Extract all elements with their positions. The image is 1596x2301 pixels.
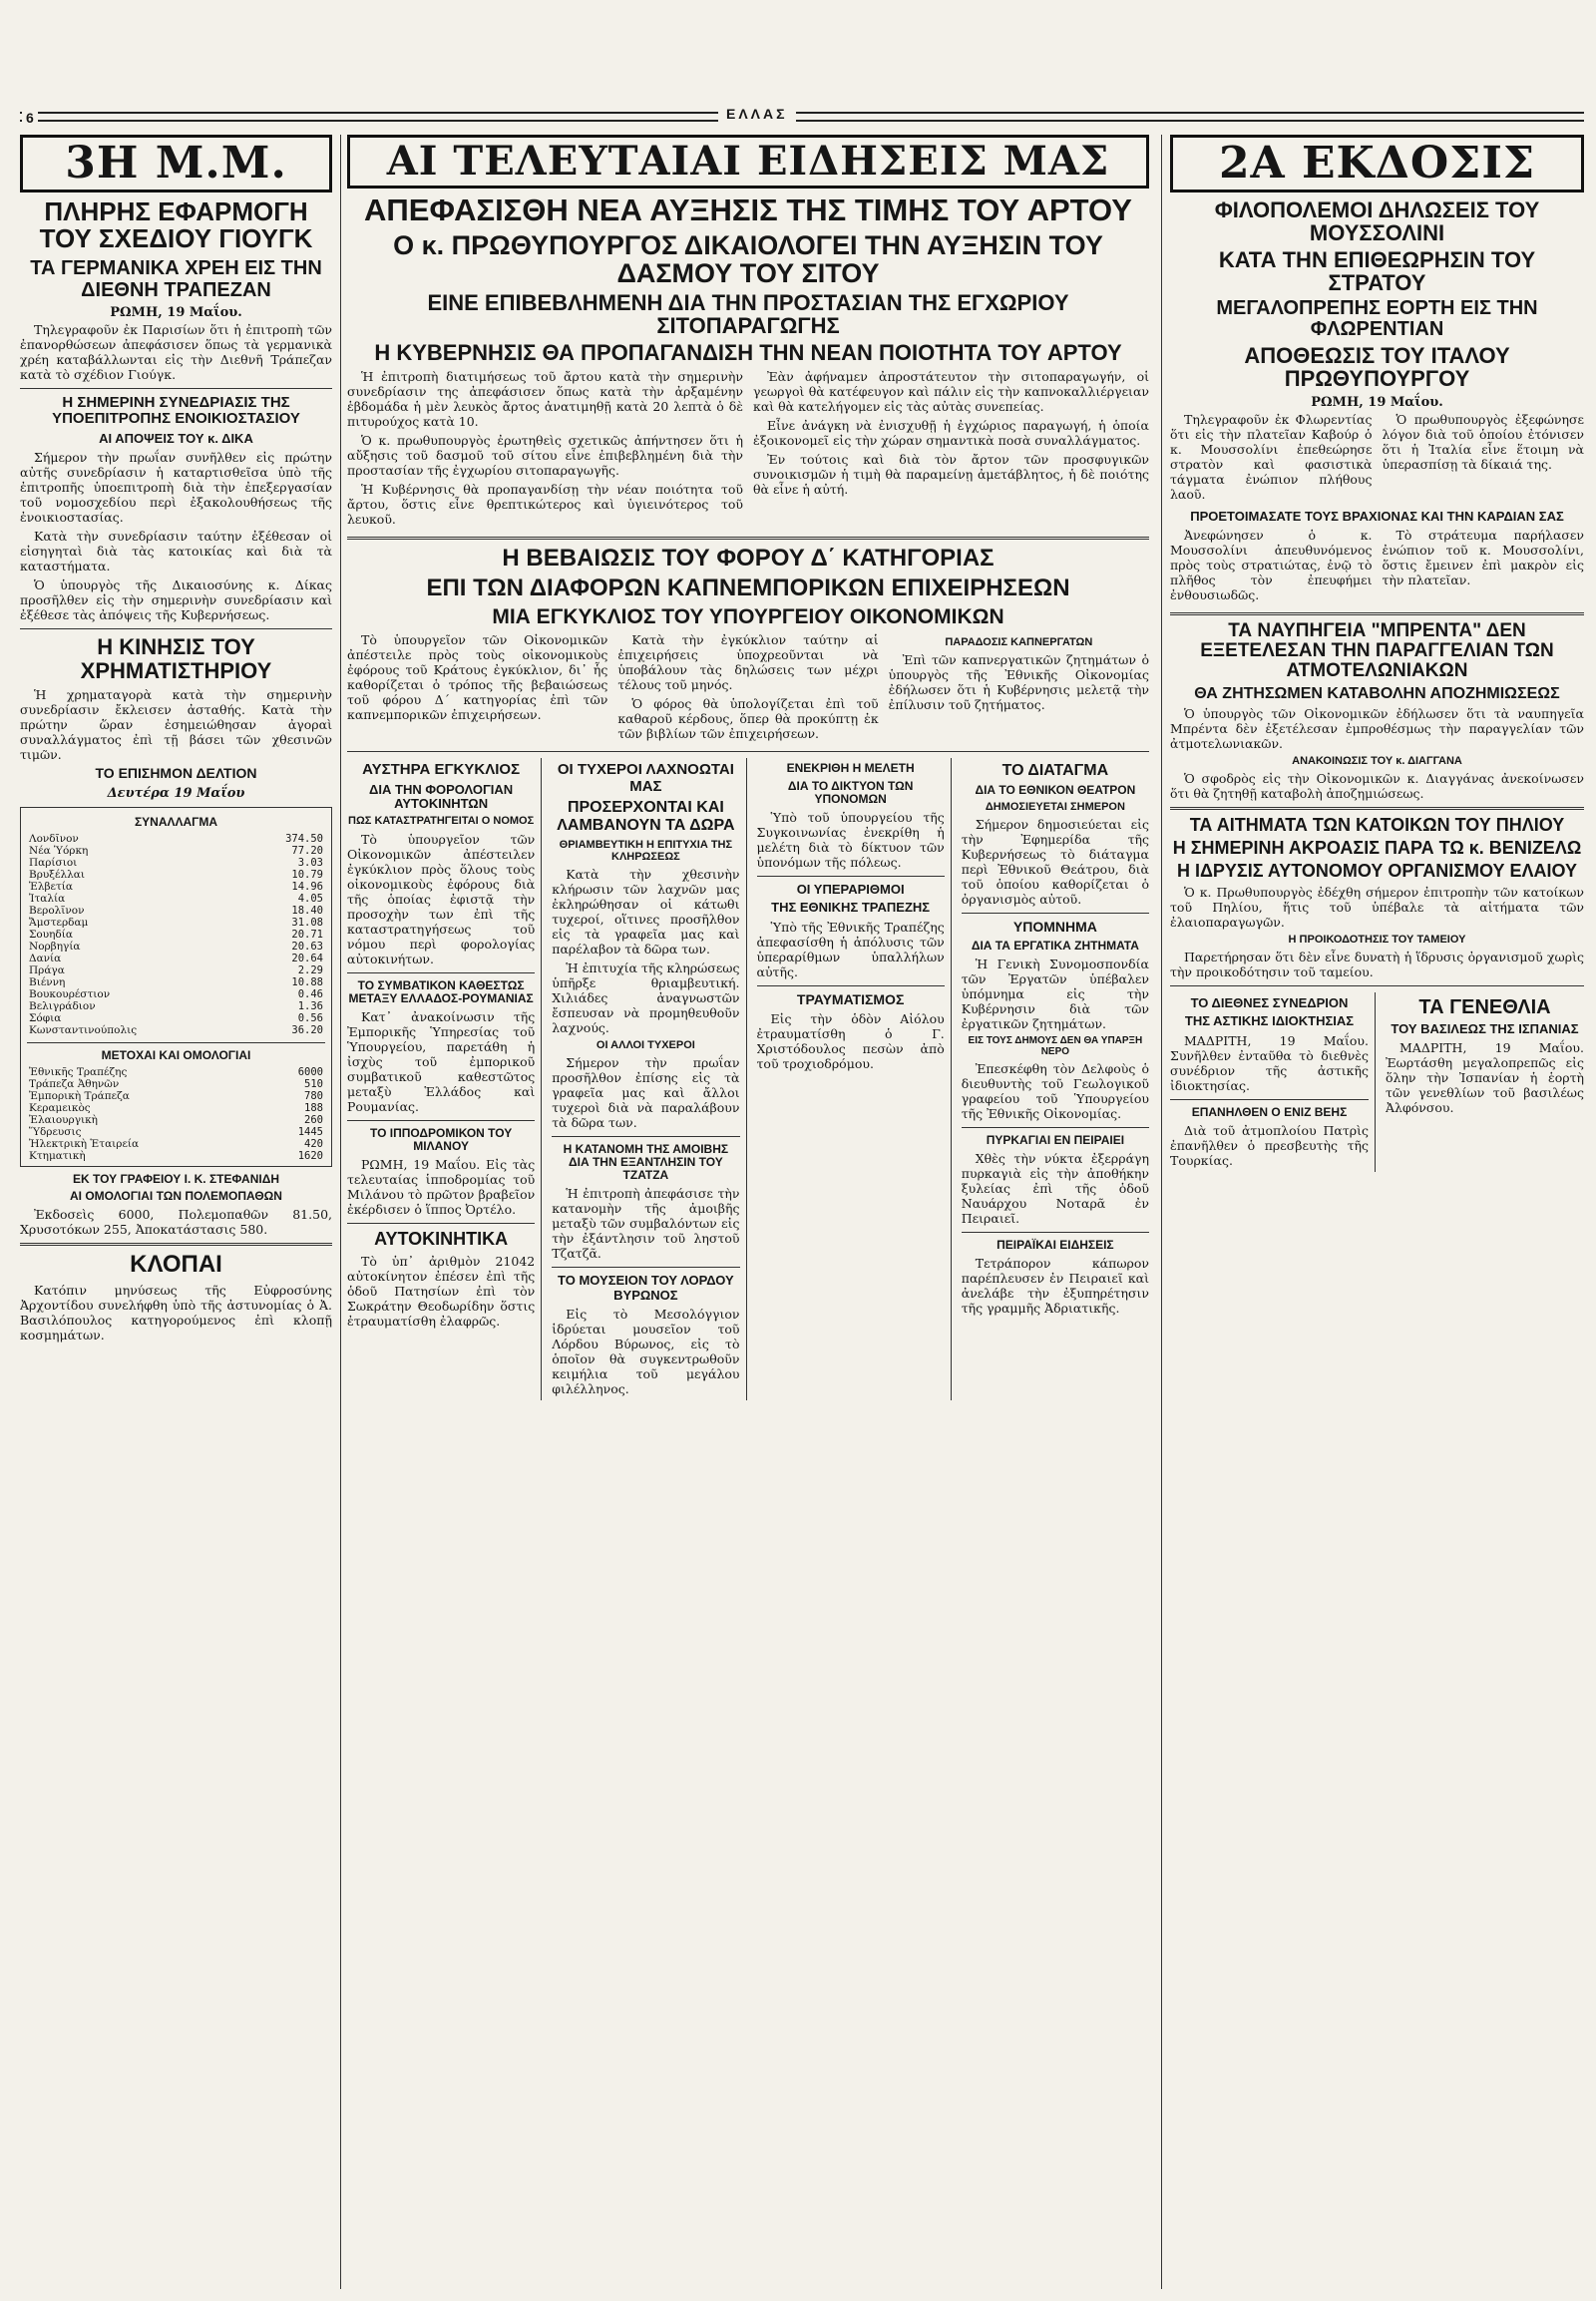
news-headline: ΤΟ ΣΥΜΒΑΤΙΚΟΝ ΚΑΘΕΣΤΩΣ ΜΕΤΑΞΥ ΕΛΛΑΔΟΣ-ΡΟΥΜΑΝΙΑΣ <box>348 977 534 1005</box>
table-row <box>27 929 325 941</box>
exchange-table <box>27 833 325 1036</box>
row-value: 780 <box>304 1090 323 1103</box>
lead-paragraph: Ἐν τούτοις καὶ διὰ τὸν ἄρτον τῶν προσφυγικῶν συνοικισμῶν ἡ τιμὴ θὰ παραμείνῃ ἀμετάβλητος, ἡ δὲ ποιότης θὰ εἶνε ἡ αὐτή. <box>753 451 1149 497</box>
section-headline: Η ΚΙΝΗΣΙΣ ΤΟΥ ΧΡΗΜΑΤΙΣΤΗΡΙΟΥ <box>80 633 272 684</box>
news-headline: ΔΙΑ ΤΟ ΕΘΝΙΚΟΝ ΘΕΑΤΡΟΝ <box>975 782 1136 797</box>
right-banner: 2Α ΕΚΔΟΣΙΣ <box>1170 135 1584 192</box>
lower-col-4 <box>962 758 1149 1400</box>
row-value: 0.56 <box>297 1011 323 1024</box>
klopai-text: Κατόπιν μηνύσεως τῆς Εὐφροσύνης Ἀρχοντίδου συνελήφθη ὑπὸ τῆς ἀστυνομίας ὁ Ἀ. Βασιλόπουλος κατηγορούμενος ἐπὶ κλοπῇ κοσμημάτων. <box>20 1282 332 1342</box>
left-dateline: ΡΩΜΗ, 19 Μαΐου. <box>110 304 242 320</box>
row-label: Ἑλβετία <box>29 880 74 893</box>
bond-text: Ἐκδοσεὶς 6000, Πολεμοπαθῶν 81.50, Χρυσοτόκων 255, Ἀποκατάστασις 580. <box>20 1207 332 1238</box>
lead-paragraph: Ἡ Κυβέρνησις θὰ προπαγανδίσῃ τὴν νέαν ποιότητα τοῦ ἄρτου, ὅστις εἶνε θρεπτικώτερος καὶ ὑγιεινότερος τοῦ λευκοῦ. <box>347 481 743 527</box>
news-subheadline: ΑΝΑΚΟΙΝΩΣΙΣ ΤΟΥ κ. ΔΙΑΓΓΑΝΑ <box>1292 755 1462 768</box>
news-paragraph: Εἰς τὴν ὁδὸν Αἰόλου ἐτραυματίσθη ὁ Γ. Χριστόδουλος πεσὼν ἀπὸ τοῦ τροχιοδρόμου. <box>756 1010 945 1071</box>
table-date: Δευτέρα 19 Μαΐου <box>107 785 245 801</box>
tax-article <box>347 632 1149 745</box>
lottery-headline-2: ΠΡΟΣΕΡΧΟΝΤΑΙ ΚΑΙ ΛΑΜΒΑΝΟΥΝ ΤΑ ΔΩΡΑ <box>557 799 735 834</box>
news-headline: ΠΕΙΡΑΪΚΑΙ ΕΙΔΗΣΕΙΣ <box>997 1238 1114 1253</box>
news-paragraph: ΜΑΔΡΙΤΗ, 19 Μαΐου. Συνῆλθεν ἐνταῦθα τὸ διεθνὲς συνέδριον τῆς ἀστικῆς ἰδιοκτησίας. <box>1170 1032 1369 1093</box>
car-tax-headline: ΑΥΣΤΗΡΑ ΕΓΚΥΚΛΙΟΣ <box>362 761 521 779</box>
news-paragraph: Ἡ ἐπιτυχία τῆς κληρώσεως ὑπῆρξε θριαμβευτική. Χιλιάδες ἀναγνωστῶν ἔσπευσαν νὰ προμηθευθοῦν λαχνούς. <box>552 959 740 1035</box>
row-value: 374.50 <box>285 832 323 845</box>
news-subheadline: ΟΙ ΑΛΛΟΙ ΤΥΧΕΡΟΙ <box>596 1038 695 1051</box>
divider <box>962 913 1149 914</box>
news-paragraph: Ὑπὸ τοῦ ὑπουργείου τῆς Συγκοινωνίας ἐνεκρίθη ἡ μελέτη διὰ τὸ δίκτυον τῶν ὑπονόμων τῆς πόλεως. <box>756 809 945 870</box>
news-headline: ΥΠΟΜΝΗΜΑ <box>1012 919 1097 936</box>
news-paragraph: Τὸ στράτευμα παρήλασεν ἐνώπιον τοῦ κ. Μουσσολίνι, ὅστις ἔμεινεν ἐπὶ μακρὸν εἰς τὴν πλατεῖαν. <box>1382 527 1584 587</box>
row-value: 20.71 <box>291 928 323 941</box>
bond-subheadline: ΑΙ ΟΜΟΛΟΓΙΑΙ ΤΩΝ ΠΟΛΕΜΟΠΑΘΩΝ <box>70 1189 282 1204</box>
row-label: Ἐθνικῆς Τραπέζης <box>29 1066 128 1079</box>
row-value: 10.79 <box>291 868 323 881</box>
row-value: 14.96 <box>291 880 323 893</box>
news-paragraph: Διὰ τοῦ ἀτμοπλοίου Πατρὶς ἐπανῆλθεν ὁ πρεσβευτὴς τῆς Τουρκίας. <box>1170 1122 1369 1168</box>
tax-subheadline: ΠΑΡΑΔΟΣΙΣ ΚΑΠΝΕΡΓΑΤΩΝ <box>945 636 1093 649</box>
row-value: 20.63 <box>291 940 323 953</box>
main-column <box>347 135 1149 2289</box>
divider <box>552 1267 739 1268</box>
divider <box>20 388 332 389</box>
news-paragraph: Σήμερον δημοσιεύεται εἰς τὴν Ἐφημερίδα τῆς Κυβερνήσεως τὸ διάταγμα περὶ Ἐθνικοῦ Θεάτρου, διὰ τοῦ ὁποίου καθορίζεται ὁ ὀργανισμὸς αὐτοῦ. <box>961 817 1149 908</box>
row-value: 2.29 <box>297 963 323 976</box>
news-headline: ΤΑ ΓΕΝΕΘΛΙΑ <box>1418 996 1551 1019</box>
row-label: Λονδῖνον <box>29 832 79 845</box>
news-paragraph: Ὑπὸ τῆς Ἐθνικῆς Τραπέζης ἀπεφασίσθη ἡ ἀπόλυσις τῶν ὑπεραρίθμων ὑπαλλήλων αὐτῆς. <box>756 919 945 979</box>
row-value: 6000 <box>297 1066 323 1079</box>
news-headline: ΔΙΑ ΤΟ ΔΙΚΤΥΟΝ ΤΩΝ ΥΠΟΝΟΜΩΝ <box>787 778 914 806</box>
left-paragraph: Κατὰ τὴν συνεδρίασιν ταύτην ἐξέθεσαν οἱ εἰσηγηταὶ διὰ τὰς κατοικίας καὶ διὰ τὰ καταστήματα. <box>20 528 332 574</box>
table-row <box>27 976 325 988</box>
tax-headline: Η ΒΕΒΑΙΩΣΙΣ ΤΟΥ ΦΟΡΟΥ Δ΄ ΚΑΤΗΓΟΡΙΑΣ <box>502 544 995 572</box>
divider <box>552 1136 739 1137</box>
divider <box>1170 985 1584 986</box>
news-headline: ΠΥΡΚΑΓΙΑΙ ΕΝ ΠΕΙΡΑΙΕΙ <box>986 1132 1125 1147</box>
row-label: Παρίσιοι <box>29 856 78 869</box>
news-headline: ΤΟ ΜΟΥΣΕΙΟΝ ΤΟΥ ΛΟΡΔΟΥ ΒΥΡΩΝΟΣ <box>558 1273 734 1303</box>
tax-col-2 <box>617 632 878 745</box>
shipyard-headline-2: ΘΑ ΖΗΤΗΣΩΜΕΝ ΚΑΤΑΒΟΛΗΝ ΑΠΟΖΗΜΙΩΣΕΩΣ <box>1194 684 1560 702</box>
news-headline: ΕΠΑΝΗΛΘΕΝ Ο ΕΝΙΖ ΒΕΗΣ <box>1191 1104 1348 1119</box>
section-subheadline: ΑΙ ΑΠΟΨΕΙΣ ΤΟΥ κ. ΔΙΚΑ <box>99 430 253 446</box>
row-value: 0.46 <box>297 987 323 1000</box>
table-row <box>27 1000 325 1012</box>
right-headline-3: ΜΕΓΑΛΟΠΡΕΠΗΣ ΕΟΡΤΗ ΕΙΣ ΤΗΝ ΦΛΩΡΕΝΤΙΑΝ <box>1216 297 1538 341</box>
main-headline-4: Η ΚΥΒΕΡΝΗΣΙΣ ΘΑ ΠΡΟΠΑΓΑΝΔΙΣΗ ΤΗΝ ΝΕΑΝ ΠΟΙΟΤΗΤΑ ΤΟΥ ΑΡΤΟΥ <box>374 340 1122 366</box>
row-label: Κτηματικὴ <box>29 1150 86 1163</box>
row-label: Ἠλεκτρικὴ Ἑταιρεία <box>29 1138 140 1151</box>
row-value: 1620 <box>297 1150 323 1163</box>
top-rule <box>20 112 1584 122</box>
divider <box>757 985 945 986</box>
table-header: ΜΕΤΟΧΑΙ ΚΑΙ ΟΜΟΛΟΓΙΑΙ <box>101 1047 251 1062</box>
divider <box>20 1243 332 1246</box>
lottery-headline: ΟΙ ΤΥΧΕΡΟΙ ΛΑΧΝΟΩΤΑΙ ΜΑΣ <box>557 761 734 795</box>
row-label: Πράγα <box>29 963 65 976</box>
news-paragraph: ΜΑΔΡΙΤΗ, 19 Μαΐου. Ἐωρτάσθη μεγαλοπρεπῶς εἰς ὅλην τὴν Ἰσπανίαν ἡ ἑορτὴ τῶν γενεθλίων τοῦ βασιλέως Ἀλφόνσου. <box>1386 1040 1584 1116</box>
left-column <box>20 135 341 2289</box>
right-column <box>1161 135 1584 2289</box>
main-headline: ΑΠΕΦΑΣΙΣΘΗ ΝΕΑ ΑΥΞΗΣΙΣ ΤΗΣ ΤΙΜΗΣ ΤΟΥ ΑΡΤΟΥ <box>364 192 1132 227</box>
table-row <box>27 857 325 869</box>
row-label: Σόφια <box>29 1011 62 1024</box>
mussolini-article <box>1170 412 1584 506</box>
news-headline: ΤΟΥ ΒΑΣΙΛΕΩΣ ΤΗΣ ΙΣΠΑΝΙΑΣ <box>1391 1021 1579 1037</box>
row-label: Βρυξέλλαι <box>29 868 86 881</box>
divider <box>962 1127 1149 1128</box>
right-headline-4: ΑΠΟΘΕΩΣΙΣ ΤΟΥ ΙΤΑΛΟΥ ΠΡΩΘΥΠΟΥΡΓΟΥ <box>1244 343 1510 392</box>
table-row <box>27 1066 325 1078</box>
divider <box>347 1120 535 1121</box>
page-number: 6 <box>22 110 38 126</box>
news-headline: ΕΝΕΚΡΙΘΗ Η ΜΕΛΕΤΗ <box>786 761 915 776</box>
table-row <box>27 917 325 929</box>
row-value: 188 <box>304 1102 323 1115</box>
news-headline: ΤΗΣ ΑΣΤΙΚΗΣ ΙΔΙΟΚΤΗΣΙΑΣ <box>1184 1013 1355 1029</box>
news-paragraph: Εἰς τὸ Μεσολόγγιον ἱδρύεται μουσεῖον τοῦ Λόρδου Βύρωνος, εἰς τὸ ὁποῖον θὰ συγκεντρωθοῦν κειμήλια τοῦ μεγάλου φιλέλληνος. <box>552 1307 740 1397</box>
section-headline: Η ΣΗΜΕΡΙΝΗ ΣΥΝΕΔΡΙΑΣΙΣ ΤΗΣ ΥΠΟΕΠΙΤΡΟΠΗΣ ΕΝΟΙΚΙΟΣΤΑΣΙΟΥ <box>52 393 300 428</box>
divider <box>1170 807 1584 810</box>
news-paragraph: Ὁ κ. Πρωθυπουργὸς ἐδέχθη σήμερον ἐπιτροπὴν τῶν κατοίκων τοῦ Πηλίου, ἥτις τοῦ ὑπέβαλε τὰ αἰτήματα τῶν ἐλαιοπαραγωγῶν. <box>1170 885 1584 931</box>
table-row <box>27 1150 325 1162</box>
row-label: Δανία <box>29 952 62 964</box>
table-row <box>27 1078 325 1090</box>
quote-headline: ΠΡΟΕΤΟΙΜΑΣΑΤΕ ΤΟΥΣ ΒΡΑΧΙΟΝΑΣ ΚΑΙ ΤΗΝ ΚΑΡΔΙΑΝ ΣΑΣ <box>1190 508 1564 524</box>
table-row <box>27 1114 325 1126</box>
row-label: Τράπεζα Ἀθηνῶν <box>29 1078 120 1091</box>
bond-headline: ΕΚ ΤΟΥ ΓΡΑΦΕΙΟΥ Ι. Κ. ΣΤΕΦΑΝΙΔΗ <box>72 1172 279 1187</box>
table-row <box>27 905 325 917</box>
left-subheadline: ΤΑ ΓΕΡΜΑΝΙΚΑ ΧΡΕΗ ΕΙΣ ΤΗΝ ΔΙΕΘΝΗ ΤΡΑΠΕΖΑΝ <box>30 256 322 301</box>
tax-headline-2: ΕΠΙ ΤΩΝ ΔΙΑΦΟΡΩΝ ΚΑΠΝΕΜΠΟΡΙΚΩΝ ΕΠΙΧΕΙΡΗΣΕΩΝ <box>426 574 1070 601</box>
divider <box>27 1042 325 1043</box>
row-value: 77.20 <box>291 844 323 857</box>
main-headline-2: Ο κ. ΠΡΩΘΥΠΟΥΡΓΟΣ ΔΙΚΑΙΟΛΟΓΕΙ ΤΗΝ ΑΥΞΗΣΙΝ ΤΟΥ ΔΑΣΜΟΥ ΤΟΥ ΣΙΤΟΥ <box>393 229 1103 288</box>
tax-paragraph: Κατὰ τὴν ἐγκύκλιον ταύτην αἱ ἐπιχειρήσεις ὑποχρεοῦνται νὰ ὑποβάλουν τὰς δηλώσεις των μέχρι τέλους τοῦ μηνός. <box>617 632 879 693</box>
news-paragraph: Ἐπεσκέφθη τὸν Δελφοὺς ὁ διευθυντὴς τοῦ Γεωλογικοῦ γραφείου τοῦ Ὑπουργείου τῆς Ἐθνικῆς Οἰκονομίας. <box>961 1060 1149 1121</box>
table-row <box>27 833 325 845</box>
left-paragraph: Τηλεγραφοῦν ἐκ Παρισίων ὅτι ἡ ἐπιτροπὴ τῶν ἐπανορθώσεων ἀπεφάσισεν ὅπως τὰ γερμανικὰ χρέη καταβάλλωνται εἰς τὴν Διεθνῆ Τράπεζαν κατὰ τὸ σχέδιον Γιούγκ. <box>20 321 332 382</box>
main-headline-3: ΕΙΝΕ ΕΠΙΒΕΒΛΗΜΕΝΗ ΔΙΑ ΤΗΝ ΠΡΟΣΤΑΣΙΑΝ ΤΗΣ ΕΓΧΩΡΙΟΥ ΣΙΤΟΠΑΡΑΓΩΓΗΣ <box>427 290 1069 339</box>
bottom-right-col-1 <box>1170 992 1376 1172</box>
news-headline: ΤΗΣ ΕΘΝΙΚΗΣ ΤΡΑΠΕΖΗΣ <box>771 900 931 916</box>
news-headline: ΕΙΣ ΤΟΥΣ ΔΗΜΟΥΣ ΔΕΝ ΘΑ ΥΠΑΡΞΗ ΝΕΡΟ <box>968 1034 1143 1057</box>
divider <box>962 1232 1149 1233</box>
lead-paragraph: Ἐὰν ἀφήναμεν ἀπροστάτευτον τὴν σιτοπαραγωγήν, οἱ γεωργοὶ θὰ κατέφευγον καὶ πάλιν εἰς τὴν καπνοκαλλιέργειαν καὶ θὰ κατελήγομεν εἰς τὰς αὐτὰς συνεπείας. <box>753 368 1149 414</box>
mussolini-col-2 <box>1383 412 1585 506</box>
mussolini-col-1 <box>1170 412 1373 506</box>
news-paragraph: Χθὲς τὴν νύκτα ἐξερράγη πυρκαγιὰ εἰς τὴν ἀποθήκην ξυλείας ἐπὶ τῆς ὁδοῦ Ναυάρχου Νοταρᾶ ἐν Πειραιεῖ. <box>961 1151 1149 1227</box>
mussolini-col-3 <box>1170 528 1373 606</box>
news-subheadline: Η ΠΡΟΙΚΟΔΟΤΗΣΙΣ ΤΟΥ ΤΑΜΕΙΟΥ <box>1288 934 1466 947</box>
table-row <box>27 964 325 976</box>
news-paragraph: Κατ᾿ ἀνακοίνωσιν τῆς Ἐμπορικῆς Ὑπηρεσίας τοῦ Ὑπουργείου, παρετάθη ἡ ἰσχὺς τοῦ ἐμπορικοῦ συμβατικοῦ καθεστῶτος μεταξὺ Ἑλλάδος καὶ Ρουμανίας. <box>347 1008 536 1114</box>
lead-article <box>347 369 1149 531</box>
lead-col-2 <box>753 369 1149 531</box>
mussolini-col-4 <box>1383 528 1585 606</box>
row-value: 10.88 <box>291 975 323 988</box>
pelion-headline-3: Η ΙΔΡΥΣΙΣ ΑΥΤΟΝΟΜΟΥ ΟΡΓΑΝΙΣΜΟΥ ΕΛΑΙΟΥ <box>1176 861 1578 882</box>
right-headline-2: ΚΑΤΑ ΤΗΝ ΕΠΙΘΕΩΡΗΣΙΝ ΤΟΥ ΣΤΡΑΤΟΥ <box>1218 247 1536 296</box>
news-paragraph: Ἡ ἐπιτροπὴ ἀπεφάσισε τὴν κατανομὴν τῆς ἀμοιβῆς μεταξὺ τῶν συμβαλόντων εἰς τὴν ἐξάντλησιν τοῦ ληστοῦ Τζατζᾶ. <box>552 1186 740 1262</box>
divider <box>1170 612 1584 615</box>
market-table-box <box>20 807 332 1167</box>
lower-news-grid <box>347 758 1149 1400</box>
car-tax-headline-2: ΔΙΑ ΤΗΝ ΦΟΡΟΛΟΓΙΑΝ ΑΥΤΟΚΙΝΗΤΩΝ <box>369 781 514 812</box>
shipyard-headline: ΤΑ ΝΑΥΠΗΓΕΙΑ "ΜΠΡΕΝΤΑ" ΔΕΝ ΕΞΕΤΕΛΕΣΑΝ ΤΗΝ ΠΑΡΑΓΓΕΛΙΑΝ ΤΩΝ ΑΤΜΟΤΕΛΩΝΙΑΚΩΝ <box>1200 619 1554 681</box>
row-label: Κεραμεικὸς <box>29 1102 91 1115</box>
news-paragraph: Παρετήρησαν ὅτι δὲν εἶνε δυνατὴ ἡ ἵδρυσις ὀργανισμοῦ χωρὶς τὴν προικοδότησιν τοῦ ταμείου. <box>1170 950 1584 980</box>
lottery-headline-3: ΘΡΙΑΜΒΕΥΤΙΚΗ Η ΕΠΙΤΥΧΙΑ ΤΗΣ ΚΛΗΡΩΣΕΩΣ <box>559 838 733 863</box>
row-label: Ἰταλία <box>29 892 66 905</box>
row-value: 3.03 <box>297 856 323 869</box>
tax-headline-3: ΜΙΑ ΕΓΚΥΚΛΙΟΣ ΤΟΥ ΥΠΟΥΡΓΕΙΟΥ ΟΙΚΟΝΟΜΙΚΩΝ <box>492 605 1004 629</box>
tax-paragraph: Τὸ ὑπουργεῖον τῶν Οἰκονομικῶν ἀπέστειλε πρὸς τοὺς οἰκονομικοὺς ἐφόρους τοῦ Κράτους ἐγκύκλιον, δι᾿ ἧς καθορίζεται ὁ τρόπος τῆς βεβαιώσεως τοῦ φόρου Δ΄ κατηγορίας ἐπὶ τῶν καπνεμπορικῶν ἐπιχειρήσεων. <box>347 632 608 723</box>
row-label: Σουηδία <box>29 928 73 941</box>
news-paragraph: Τὸ ὑπουργεῖον τῶν Οἰκονομικῶν ἀπέστειλεν ἐγκύκλιον πρὸς ὅλους τοὺς οἰκονομικοὺς ἐφόρους διὰ τῆς ὁποίας ἐφιστᾷ τὴν προσοχὴν των ἐπὶ τῆς καταστρατηγήσεως τοῦ νόμου περὶ φορολογίας αὐτοκινήτων. <box>347 831 536 966</box>
row-value: 1.36 <box>297 999 323 1012</box>
news-paragraph: Ὁ πρωθυπουργὸς ἐξεφώνησε λόγον διὰ τοῦ ὁποίου ἐτόνισεν ὅτι ἡ Ἰταλία εἶνε ἕτοιμη νὰ ὑπερασπίσῃ τὰ δίκαιά της. <box>1382 411 1584 472</box>
row-value: 18.40 <box>291 904 323 917</box>
masthead: ΕΛΛΑΣ <box>718 106 796 122</box>
table-row <box>27 953 325 964</box>
divider <box>20 628 332 629</box>
row-value: 260 <box>304 1114 323 1127</box>
table-header: ΣΥΝΑΛΛΑΓΜΑ <box>134 814 218 829</box>
news-headline: ΔΙΑ ΤΑ ΕΡΓΑΤΙΚΑ ΖΗΤΗΜΑΤΑ <box>971 938 1139 953</box>
table-row <box>27 1012 325 1024</box>
row-label: Βερολῖνον <box>29 904 85 917</box>
lead-paragraph: Ἡ ἐπιτροπὴ διατιμήσεως τοῦ ἄρτου κατὰ τὴν σημερινὴν συνεδρίασιν της ἀπεφάσισεν ὅπως κατὰ τὴν ἀρξαμένην ἑβδομάδα ἡ μὲν λευκὸς ἄρτος ἀνατιμηθῇ κατὰ 20 λεπτὰ ὁ δὲ πιτυρούχος κατὰ 10. <box>347 368 743 429</box>
row-label: Νέα Ὑόρκη <box>29 844 89 857</box>
table-row <box>27 1024 325 1036</box>
main-banner: ΑΙ ΤΕΛΕΥΤΑΙΑΙ ΕΙΔΗΣΕΙΣ ΜΑΣ <box>347 135 1149 189</box>
news-paragraph: Τὸ ὑπ᾿ ἀριθμὸν 21042 αὐτοκίνητον ἐπέσεν ἐπὶ τῆς ὁδοῦ Πατησίων ἐπὶ τὸν Σωκράτην Θεοδωρίδην ὅστις ἐτραυματίσθη ἐλαφρῶς. <box>347 1254 536 1330</box>
lead-paragraph: Ὁ κ. πρωθυπουργὸς ἐρωτηθεὶς σχετικῶς ἀπήντησεν ὅτι ἡ αὔξησις τοῦ δασμοῦ τοῦ σίτου εἶνε ἐπιβεβλημένη διὰ τὴν προστασίαν τῆς ἐγχωρίου σιτοπαραγωγῆς. <box>347 432 743 478</box>
table-row <box>27 941 325 953</box>
row-value: 36.20 <box>291 1023 323 1036</box>
stocks-table <box>27 1066 325 1162</box>
news-paragraph: Σήμερον τὴν πρωΐαν προσῆλθον ἐπίσης εἰς τὰ γραφεῖα μας καὶ ἄλλοι τυχεροὶ διὰ νὰ παραλάβουν τὰ δῶρα των. <box>552 1054 740 1130</box>
row-label: Ἐλαιουργικὴ <box>29 1114 98 1127</box>
divider <box>347 751 1149 752</box>
row-label: Βουκουρέστιον <box>29 987 111 1000</box>
tax-col-1 <box>347 632 607 745</box>
news-headline: ΤΟ ΔΙΕΘΝΕΣ ΣΥΝΕΔΡΙΟΝ <box>1190 995 1349 1011</box>
row-label: Νορβηγία <box>29 940 81 953</box>
table-row <box>27 1090 325 1102</box>
row-value: 31.08 <box>291 916 323 929</box>
table-row <box>27 1138 325 1150</box>
tax-col-3 <box>889 632 1149 745</box>
news-headline: ΤΟ ΙΠΠΟΔΡΟΜΙΚΟΝ ΤΟΥ ΜΙΛΑΝΟΥ <box>369 1125 513 1154</box>
news-headline: ΟΙ ΥΠΕΡΑΡΙΘΜΟΙ <box>796 881 905 897</box>
left-paragraph: Ἡ χρηματαγορὰ κατὰ τὴν σημερινὴν συνεδρίασιν ἔκλεισεν ἀσταθής. Κατὰ τὴν πρώτην ὥραν ἐσημειώθησαν ἀγοραὶ συναλλάγματος ἐπὶ τῇ βάσει τῶν χθεσινῶν τιμῶν. <box>20 687 332 763</box>
car-tax-headline-3: ΠΩΣ ΚΑΤΑΣΤΡΑΤΗΓΕΙΤΑΙ Ο ΝΟΜΟΣ <box>348 815 535 828</box>
lower-col-3 <box>757 758 952 1400</box>
table-row <box>27 893 325 905</box>
news-headline: ΤΡΑΥΜΑΤΙΣΜΟΣ <box>796 990 905 1007</box>
news-paragraph: Τηλεγραφοῦν ἐκ Φλωρεντίας ὅτι εἰς τὴν πλατεῖαν Καβούρ ὁ κ. Μουσσολίνι ἐπεθεώρησε στρατὸν καὶ φασιστικὰ τάγματα ἐνώπιον πλήθους λαοῦ. <box>1170 411 1373 502</box>
lower-col-2 <box>552 758 746 1400</box>
lead-paragraph: Εἶνε ἀνάγκη νὰ ἐνισχυθῇ ἡ ἐγχώριος παραγωγή, ἡ ὁποία ἐξοικονομεῖ εἰς τὴν χώραν σημαντικὰ ποσὰ συναλλάγματος. <box>753 417 1149 448</box>
row-label: Ἐμπορικὴ Τράπεζα <box>29 1090 130 1103</box>
divider <box>347 972 535 973</box>
news-paragraph: ΡΩΜΗ, 19 Μαΐου. Εἰς τὰς τελευταίας ἱπποδρομίας τοῦ Μιλάνου τὸ πρῶτον βραβεῖον ἐκέρδισεν ὁ ἵππος Ὀρτέλο. <box>347 1157 536 1218</box>
left-headline: ΠΛΗΡΗΣ ΕΦΑΡΜΟΓΗ ΤΟΥ ΣΧΕΔΙΟΥ ΓΙΟΥΓΚ <box>39 196 313 254</box>
news-paragraph: Τετράπορον κάπωρον παρέπλευσεν ἐν Πειραιεῖ καὶ ἀνελάβε τὴν ἐξυπηρέτησιν τῆς γραμμῆς Ἀδριατικῆς. <box>961 1256 1149 1317</box>
lead-col-1 <box>347 369 743 531</box>
table-row <box>27 1126 325 1138</box>
divider <box>757 876 945 877</box>
news-headline: Η ΚΑΤΑΝΟΜΗ ΤΗΣ ΑΜΟΙΒΗΣ ΔΙΑ ΤΗΝ ΕΞΑΝΤΛΗΣΙΝ ΤΟΥ ΤΖΑΤΖΑ <box>563 1141 729 1183</box>
row-label: Βιέννη <box>29 975 66 988</box>
table-row <box>27 988 325 1000</box>
pelion-headline: ΤΑ ΑΙΤΗΜΑΤΑ ΤΩΝ ΚΑΤΟΙΚΩΝ ΤΟΥ ΠΗΛΙΟΥ <box>1189 815 1565 836</box>
row-value: 510 <box>304 1078 323 1091</box>
divider <box>347 1223 535 1224</box>
news-headline: ΑΥΤΟΚΙΝΗΤΙΚΑ <box>374 1229 509 1250</box>
news-headline: ΔΗΜΟΣΙΕΥΕΤΑΙ ΣΗΜΕΡΟΝ <box>985 801 1125 814</box>
row-label: Ἄμστερδαμ <box>29 916 89 929</box>
right-dateline: ΡΩΜΗ, 19 Μαΐου. <box>1311 394 1443 410</box>
news-paragraph: Κατὰ τὴν χθεσινὴν κλήρωσιν τῶν λαχνῶν μας ἐκληρώθησαν οἱ κάτωθι τυχεροί, οἵτινες προσῆλθον εἰς τὰ γραφεῖα μας καὶ παρέλαβον τὰ δῶρα των. <box>552 866 740 957</box>
mussolini-article-2 <box>1170 528 1584 606</box>
table-row <box>27 845 325 857</box>
news-headline: ΤΟ ΔΙΑΤΑΓΜΑ <box>1001 762 1109 780</box>
tax-paragraph: Ὁ φόρος θὰ ὑπολογίζεται ἐπὶ τοῦ καθαροῦ κέρδους, ὅπερ θὰ προκύπτῃ ἐκ τῶν βιβλίων τῶν ἐπιχειρήσεων. <box>617 696 879 742</box>
row-label: Ὕδρευσις <box>29 1126 82 1139</box>
left-paragraph: Σήμερον τὴν πρωΐαν συνῆλθεν εἰς πρώτην αὐτῆς συνεδρίασιν ἡ καταρτισθεῖσα ὑπὸ τῆς ἐπιτροπῆς ὑποεπιτροπὴ διὰ τὴν ἐπεξεργασίαν τοῦ νομοσχεδίου περὶ ἐξακολουθήσεως τῆς ἐνοικιοστασίας. <box>20 449 332 525</box>
row-label: Κωνσταντινούπολις <box>29 1023 138 1036</box>
news-paragraph: Ὁ σφοδρὸς εἰς τὴν Οἰκονομικῶν κ. Διαγγάνας ἀνεκοίνωσεν ὅτι θὰ ζητηθῇ καταβολὴ ἀποζημιώσεως. <box>1170 771 1584 802</box>
bottom-right-grid <box>1170 992 1584 1172</box>
row-label: Βελιγράδιον <box>29 999 96 1012</box>
table-row <box>27 1102 325 1114</box>
left-paragraph: Ὁ ὑπουργὸς τῆς Δικαιοσύνης κ. Δίκας προσῆλθεν εἰς τὴν σημερινὴν συνεδρίασιν καὶ ἐξέθεσε τὰς ἀπόψεις τῆς Κυβερνήσεως. <box>20 576 332 622</box>
row-value: 4.05 <box>297 892 323 905</box>
divider <box>1170 1099 1369 1100</box>
divider <box>347 537 1149 540</box>
table-row <box>27 881 325 893</box>
bottom-right-col-2 <box>1386 992 1584 1172</box>
row-value: 1445 <box>297 1126 323 1139</box>
klopai-headline: ΚΛΟΠΑΙ <box>130 1251 222 1279</box>
tax-paragraph: Ἐπὶ τῶν καπνεργατικῶν ζητημάτων ὁ ὑπουργὸς τῆς Ἐθνικῆς Οἰκονομίας ἐδήλωσεν ὅτι ἡ Κυβέρνησις μελετᾷ τὴν ἐπίλυσιν τοῦ ζητήματος. <box>888 652 1149 713</box>
news-paragraph: Ἡ Γενικὴ Συνομοσπονδία τῶν Ἐργατῶν ὑπέβαλεν ὑπόμνημα εἰς τὴν Κυβέρνησιν διὰ τῶν ἐργατικῶν ζητημάτων. <box>961 956 1149 1031</box>
news-paragraph: Ἀνεφώνησεν ὁ κ. Μουσσολίνι ἀπευθυνόμενος πρὸς τοὺς στρατιώτας, ἐνῷ τὸ πλῆθος τὸν ἐπευφήμει ἐνθουσιωδῶς. <box>1170 527 1373 602</box>
table-title: ΤΟ ΕΠΙΣΗΜΟΝ ΔΕΛΤΙΟΝ <box>95 765 257 782</box>
table-row <box>27 869 325 881</box>
pelion-headline-2: Η ΣΗΜΕΡΙΝΗ ΑΚΡΟΑΣΙΣ ΠΑΡΑ ΤΩ κ. ΒΕΝΙΖΕΛΩ <box>1172 838 1582 859</box>
row-value: 420 <box>304 1138 323 1151</box>
lower-col-1 <box>347 758 542 1400</box>
right-headline: ΦΙΛΟΠΟΛΕΜΟΙ ΔΗΛΩΣΕΙΣ ΤΟΥ ΜΟΥΣΣΟΛΙΝΙ <box>1214 197 1540 246</box>
row-value: 20.64 <box>291 952 323 964</box>
news-paragraph: Ὁ ὑπουργὸς τῶν Οἰκονομικῶν ἐδήλωσεν ὅτι τὰ ναυπηγεῖα Μπρέντα δὲν ἐξετέλεσαν ἐμπροθέσμως τὴν παραγγελίαν τῶν ἀτμοτελωνιακῶν. <box>1170 706 1584 752</box>
left-banner: 3Η Μ.Μ. <box>20 135 332 192</box>
